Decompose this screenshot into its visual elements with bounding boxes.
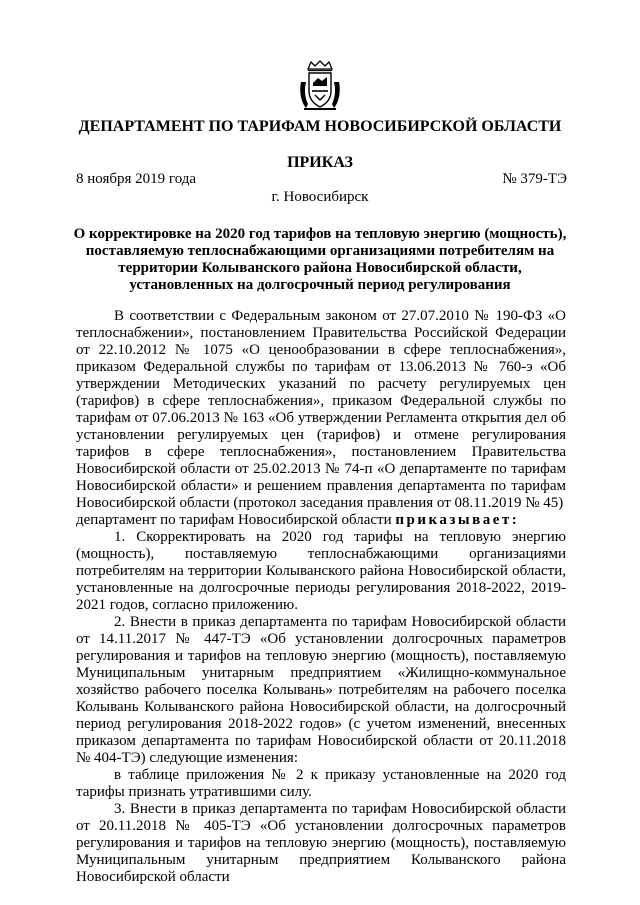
ordering-party: департамент по тарифам Новосибирской области bbox=[76, 512, 392, 528]
order-number: № 379-ТЭ bbox=[502, 171, 567, 187]
ordering-line bbox=[76, 512, 566, 529]
order-city: г. Новосибирск bbox=[271, 189, 369, 205]
item-1-paragraph: 1. Скорректировать на 2020 год тарифы на тепловую энергию (мощность), поставляемую теплоснабжающими организациями потребителям на территории Колыванского района Новосибирской области, установленные на долгосрочные периоды регулирования 2018-2022, 2019-2021 годов, согласно приложению. bbox=[76, 529, 566, 613]
department-name: ДЕПАРТАМЕНТ ПО ТАРИФАМ НОВОСИБИРСКОЙ ОБЛАСТИ bbox=[78, 118, 562, 135]
item-3-paragraph: 3. Внести в приказ департамента по тарифам Новосибирской области от 20.11.2018 № 405-ТЭ «Об установлении долгосрочных параметров регулирования и тарифов на тепловую энергию (мощность), поставляемую Муниципальным унитарным предприятием Колыванского района Новосибирской области bbox=[76, 801, 566, 885]
ordering-word: приказывает: bbox=[395, 512, 520, 528]
document-type: ПРИКАЗ bbox=[287, 154, 353, 171]
item-2-paragraph: 2. Внести в приказ департамента по тарифам Новосибирской области от 14.11.2017 № 447-ТЭ «Об установлении долгосрочных параметров регулирования и тарифов на тепловую энергию (мощность), поставляемую Муниципальным унитарным предприятием «Жилищно-коммунальное хозяйство рабочего поселка Колывань» потребителям на рабочего поселка Колывань Колыванского района Новосибирской области, на долгосрочный период регулирования 2018-2022 годов» (с учетом изменений, внесенных приказом департамента по тарифам Новосибирской области от 20.11.2018 № 404-ТЭ) следующие изменения: bbox=[76, 614, 566, 766]
novosibirsk-coat-of-arms-icon bbox=[298, 60, 342, 112]
item-2-sub-paragraph: в таблице приложения № 2 к приказу установленные на 2020 год тарифы признать утратившими силу. bbox=[76, 767, 566, 800]
preamble-paragraph: В соответствии с Федеральным законом от 27.07.2010 № 190-ФЗ «О теплоснабжении», постановлением Правительства Российской Федерации от 22.10.2012 № 1075 «О ценообразовании в сфере теплоснабжения», приказом Федеральной службы по тарифам от 13.06.2013 № 760-э «Об утверждении Методических указаний по расчету регулируемых цен (тарифов) в сфере теплоснабжения», приказом Федеральной службы по тарифам от 07.06.2013 № 163 «Об утверждении Регламента открытия дел об установлении регулируемых цен (тарифов) и отмене регулирования тарифов в сфере теплоснабжения», постановлением Правительства Новосибирской области от 25.02.2013 № 74-п «О департаменте по тарифам Новосибирской области» и решением правления департамента по тарифам Новосибирской области (протокол заседания правления от 08.11.2019 № 45) bbox=[76, 308, 566, 511]
order-date: 8 ноября 2019 года bbox=[76, 171, 197, 187]
order-subject: О корректировке на 2020 год тарифов на тепловую энергию (мощность), поставляемую теплоснабжающими организациями потребителям на территории Колыванского района Новосибирской области, установленных на долгосрочный период регулирования bbox=[73, 226, 567, 293]
order-body bbox=[76, 308, 566, 886]
